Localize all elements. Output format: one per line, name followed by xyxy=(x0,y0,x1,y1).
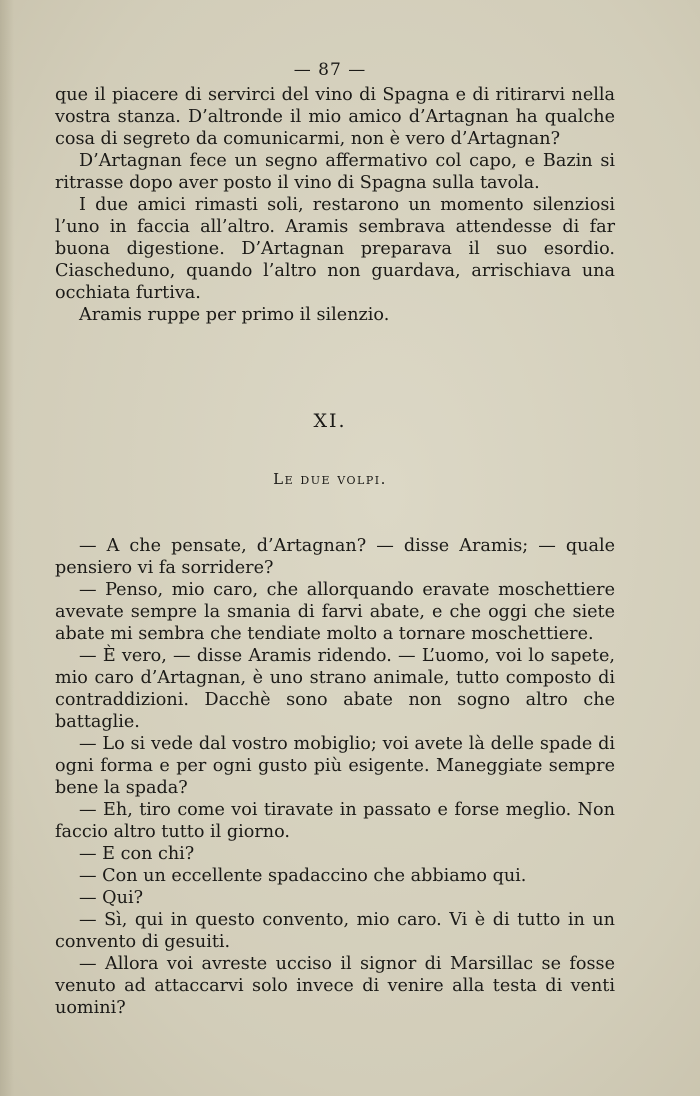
dialogue-paragraph: — Sì, qui in questo convento, mio caro. Vi è di tutto in un convento di gesuiti. xyxy=(55,910,615,952)
paragraph: D’Artagnan fece un segno affermativo col capo, e Bazin si ritrasse dopo aver posto il vino di Spagna sulla tavola. xyxy=(55,151,615,193)
chapter-title: Le due volpi. xyxy=(273,470,387,488)
paragraph: Aramis ruppe per primo il silenzio. xyxy=(79,305,390,325)
dialogue-paragraph: — Penso, mio caro, che allorquando eravate moschettiere avevate sempre la smania di farvi abate, e che oggi che siete abate mi sembra che tendiate molto a tornare moschettiere. xyxy=(55,580,615,644)
page-gutter-shadow xyxy=(0,0,14,1096)
top-text-block xyxy=(55,84,615,326)
paragraph: que il piacere di servirci del vino di Spagna e di ritirarvi nella vostra stanza. D’altronde il mio amico d’Artagnan ha qualche cosa di segreto da comunicarmi, non è vero d’Artagnan? xyxy=(55,85,615,149)
dialogue-text-block xyxy=(55,535,615,1019)
dialogue-paragraph: — È vero, — disse Aramis ridendo. — L’uomo, voi lo sapete, mio caro d’Artagnan, è uno strano animale, tutto composto di contraddizioni. Dacchè sono abate non sogno altro che battaglie. xyxy=(55,646,615,732)
page-number: — 87 — xyxy=(293,60,367,80)
dialogue-paragraph: — A che pensate, d’Artagnan? — disse Aramis; — quale pensiero vi fa sorridere? xyxy=(55,536,615,578)
chapter-number: XI. xyxy=(313,410,347,432)
dialogue-paragraph: — Eh, tiro come voi tiravate in passato e forse meglio. Non faccio altro tutto il giorno. xyxy=(55,800,615,842)
dialogue-paragraph: — Allora voi avreste ucciso il signor di Marsillac se fosse venuto ad attaccarvi solo invece di venire alla testa di venti uomini? xyxy=(55,954,615,1018)
dialogue-paragraph: — Con un eccellente spadaccino che abbiamo qui. xyxy=(79,866,527,886)
dialogue-paragraph: — Lo si vede dal vostro mobiglio; voi avete là delle spade di ogni forma e per ogni gusto più esigente. Maneggiate sempre bene la spada? xyxy=(55,734,615,798)
dialogue-paragraph: — E con chi? xyxy=(79,844,195,864)
dialogue-paragraph: — Qui? xyxy=(79,888,144,908)
paragraph: I due amici rimasti soli, restarono un momento silenziosi l’uno in faccia all’altro. Aramis sembrava attendesse di far buona digestione. D’Artagnan preparava il suo esordio. Ciascheduno, quando l’altro non guardava, arrischiava una occhiata furtiva. xyxy=(55,195,615,303)
